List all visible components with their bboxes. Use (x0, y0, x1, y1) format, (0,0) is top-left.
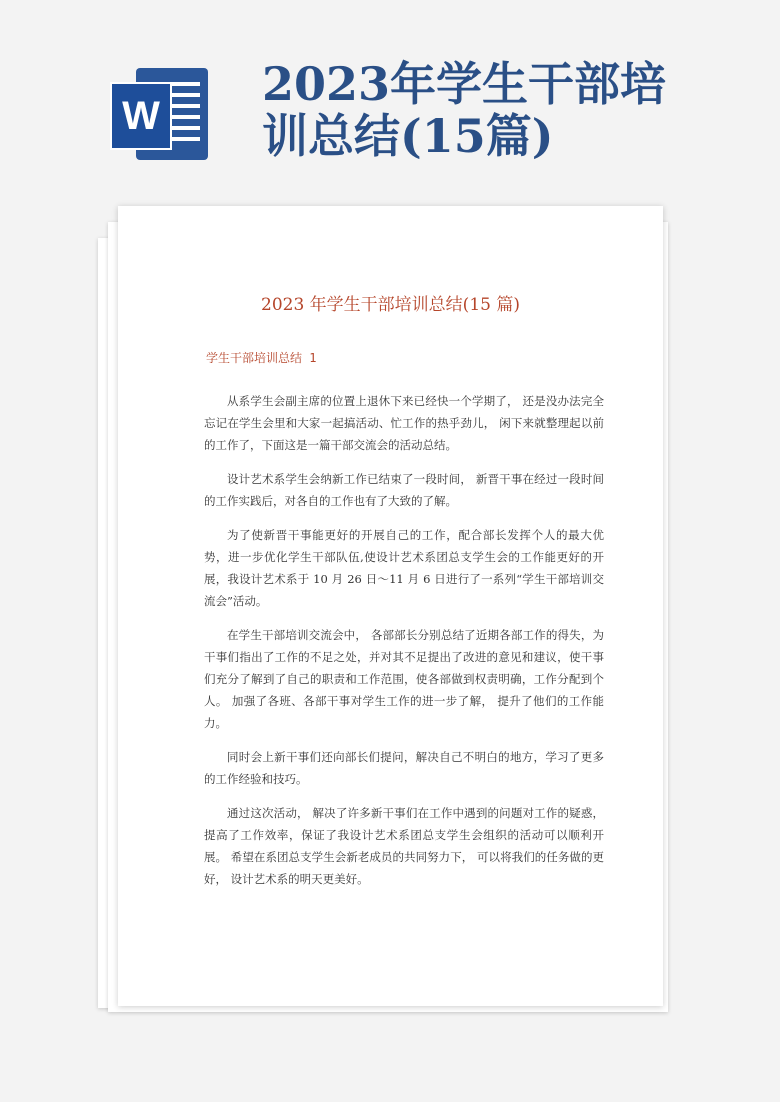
document-body (204, 390, 604, 902)
section-heading: 学生干部培训总结 1 (206, 351, 317, 365)
paragraph: 从系学生会副主席的位置上退休下来已经快一个学期了， 还是没办法完全忘记在学生会里和大家一起搞活动、忙工作的热乎劲儿， 闲下来就整理起以前的工作了，下面这是一篇干部交流会的活动总结。 (204, 394, 604, 452)
word-document-icon (110, 68, 208, 160)
paragraph: 设计艺术系学生会纳新工作已结束了一段时间， 新晋干事在经过一段时间的工作实践后，对各自的工作也有了大致的了解。 (204, 472, 604, 508)
paragraph: 通过这次活动， 解决了许多新干事们在工作中遇到的问题对工作的疑惑，提高了工作效率，保证了我设计艺术系团总支学生会组织的活动可以顺利开展。 希望在系团总支学生会新老成员的共同努力下， 可以将我们的任务做的更好， 设计艺术系的明天更美好。 (204, 806, 604, 886)
word-icon-badge: W (110, 82, 172, 150)
document-title: 2023 年学生干部培训总结(15 篇) (261, 295, 520, 315)
cover-title: 2023年学生干部培训总结(15篇) (262, 57, 667, 163)
document-page (118, 206, 663, 1006)
paragraph: 在学生干部培训交流会中， 各部部长分别总结了近期各部工作的得失，为干事们指出了工作的不足之处，并对其不足提出了改进的意见和建议，使干事们充分了解到了自己的职责和工作范围，使各部做到权责明确，工作分配到个人。 加强了各班、各部干事对学生工作的进一步了解， 提升了他们的工作能力。 (204, 628, 604, 730)
paragraph: 为了使新晋干事能更好的开展自己的工作，配合部长发挥个人的最大优势，进一步优化学生干部队伍,使设计艺术系团总支学生会的工作能更好的开展，我设计艺术系于 10 月 26 日～11 月 6 日进行了一系列“学生干部培训交流会”活动。 (204, 528, 604, 608)
word-icon-lines (170, 82, 200, 148)
paragraph: 同时会上新干事们还向部长们提问，解决自己不明白的地方，学习了更多的工作经验和技巧。 (204, 750, 604, 786)
